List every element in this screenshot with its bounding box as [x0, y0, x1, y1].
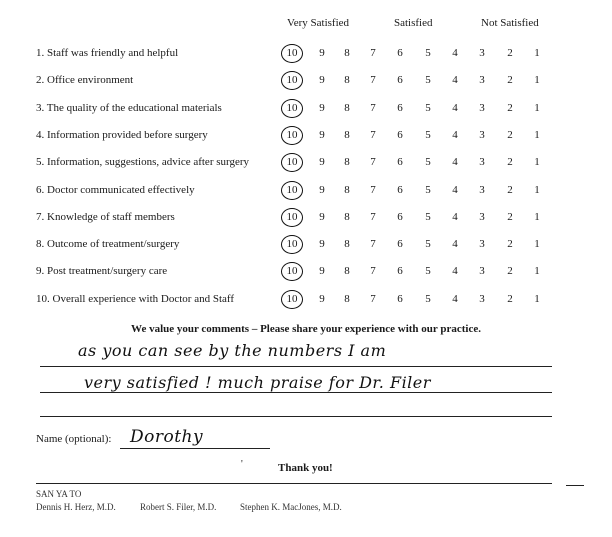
- rating-option[interactable]: 6: [397, 293, 403, 305]
- doctor-2: Robert S. Filer, M.D.: [140, 502, 217, 512]
- rating-option[interactable]: 3: [479, 293, 485, 305]
- question-label: 9. Post treatment/surgery care: [36, 265, 168, 277]
- rating-option[interactable]: 7: [370, 102, 376, 114]
- handwritten-name: Dorothy: [130, 427, 204, 447]
- handwritten-comment-line-1: as you can see by the numbers I am: [78, 341, 387, 360]
- rating-option[interactable]: 1: [534, 156, 540, 168]
- rating-option[interactable]: 10: [286, 211, 298, 223]
- rating-option[interactable]: 3: [479, 74, 485, 86]
- rating-option[interactable]: 3: [479, 211, 485, 223]
- rating-option[interactable]: 3: [479, 102, 485, 114]
- thank-you: Thank you!: [278, 462, 333, 474]
- question-label: 1. Staff was friendly and helpful: [36, 47, 179, 59]
- selected-rating-circle: [281, 181, 303, 200]
- selected-rating-circle: [281, 126, 303, 145]
- selected-rating-circle: [281, 262, 303, 281]
- rating-option[interactable]: 10: [286, 238, 298, 250]
- question-label: 8. Outcome of treatment/surgery: [36, 238, 180, 250]
- rating-option[interactable]: 7: [370, 129, 376, 141]
- rating-option[interactable]: 3: [479, 238, 485, 250]
- rating-option[interactable]: 9: [319, 238, 325, 250]
- rating-option[interactable]: 8: [344, 74, 350, 86]
- rating-option[interactable]: 5: [425, 238, 431, 250]
- rating-option[interactable]: 6: [397, 156, 403, 168]
- rating-option[interactable]: 6: [397, 129, 403, 141]
- rating-option[interactable]: 1: [534, 184, 540, 196]
- rating-option[interactable]: 5: [425, 102, 431, 114]
- rating-option[interactable]: 8: [344, 184, 350, 196]
- rating-option[interactable]: 8: [344, 293, 350, 305]
- selected-rating-circle: [281, 208, 303, 227]
- rating-option[interactable]: 7: [370, 47, 376, 59]
- rating-option[interactable]: 6: [397, 184, 403, 196]
- comment-line-3: [40, 416, 552, 417]
- rating-option[interactable]: 9: [319, 211, 325, 223]
- rating-option[interactable]: 4: [452, 265, 458, 277]
- rating-option[interactable]: 10: [286, 156, 298, 168]
- rating-option[interactable]: 2: [507, 156, 513, 168]
- rating-option[interactable]: 9: [319, 129, 325, 141]
- comment-line-1: [40, 366, 552, 367]
- rating-option[interactable]: 7: [370, 74, 376, 86]
- rating-option[interactable]: 9: [319, 156, 325, 168]
- footer-divider: [36, 483, 552, 484]
- selected-rating-circle: [281, 99, 303, 118]
- rating-option[interactable]: 5: [425, 47, 431, 59]
- rating-option[interactable]: 9: [319, 102, 325, 114]
- rating-option[interactable]: 6: [397, 74, 403, 86]
- rating-option[interactable]: 9: [319, 184, 325, 196]
- footer-divider-tail: [566, 485, 584, 486]
- rating-option[interactable]: 2: [507, 293, 513, 305]
- rating-option[interactable]: 10: [286, 47, 298, 59]
- rating-option[interactable]: 9: [319, 74, 325, 86]
- rating-option[interactable]: 1: [534, 293, 540, 305]
- rating-option[interactable]: 2: [507, 184, 513, 196]
- rating-option[interactable]: 2: [507, 238, 513, 250]
- rating-option[interactable]: 4: [452, 238, 458, 250]
- handwritten-comment-line-2: very satisfied ! much praise for Dr. Filer: [84, 373, 431, 392]
- rating-option[interactable]: 8: [344, 129, 350, 141]
- rating-option[interactable]: 1: [534, 129, 540, 141]
- rating-option[interactable]: 5: [425, 211, 431, 223]
- rating-option[interactable]: 1: [534, 74, 540, 86]
- rating-option[interactable]: 6: [397, 265, 403, 277]
- rating-option[interactable]: 6: [397, 238, 403, 250]
- header-satisfied: Satisfied: [394, 17, 433, 29]
- comment-line-2: [40, 392, 552, 393]
- rating-option[interactable]: 8: [344, 102, 350, 114]
- rating-option[interactable]: 1: [534, 238, 540, 250]
- doctor-1: Dennis H. Herz, M.D.: [36, 502, 116, 512]
- rating-option[interactable]: 5: [425, 74, 431, 86]
- question-label: 2. Office environment: [36, 74, 134, 86]
- rating-option[interactable]: 8: [344, 211, 350, 223]
- selected-rating-circle: [281, 235, 303, 254]
- rating-option[interactable]: 3: [479, 184, 485, 196]
- rating-option[interactable]: 5: [425, 265, 431, 277]
- doctor-3: Stephen K. MacJones, M.D.: [240, 502, 342, 512]
- rating-option[interactable]: 4: [452, 102, 458, 114]
- rating-option[interactable]: 4: [452, 211, 458, 223]
- rating-option[interactable]: 10: [286, 102, 298, 114]
- rating-option[interactable]: 6: [397, 102, 403, 114]
- rating-option[interactable]: 8: [344, 156, 350, 168]
- rating-option[interactable]: 1: [534, 265, 540, 277]
- rating-option[interactable]: 9: [319, 293, 325, 305]
- rating-option[interactable]: 6: [397, 47, 403, 59]
- rating-option[interactable]: 4: [452, 74, 458, 86]
- comments-prompt: We value your comments – Please share your experience with our practice.: [131, 323, 481, 335]
- rating-option[interactable]: 4: [452, 184, 458, 196]
- rating-option[interactable]: 2: [507, 211, 513, 223]
- rating-option[interactable]: 5: [425, 293, 431, 305]
- name-line: [120, 448, 270, 449]
- rating-option[interactable]: 7: [370, 156, 376, 168]
- rating-option[interactable]: 7: [370, 184, 376, 196]
- rating-option[interactable]: 10: [286, 129, 298, 141]
- rating-option[interactable]: 5: [425, 184, 431, 196]
- rating-option[interactable]: 2: [507, 129, 513, 141]
- question-label: 4. Information provided before surgery: [36, 129, 208, 141]
- selected-rating-circle: [281, 153, 303, 172]
- rating-option[interactable]: 4: [452, 47, 458, 59]
- rating-option[interactable]: 7: [370, 211, 376, 223]
- stray-mark: ': [241, 459, 243, 470]
- rating-option[interactable]: 1: [534, 102, 540, 114]
- rating-option[interactable]: 3: [479, 265, 485, 277]
- rating-option[interactable]: 1: [534, 47, 540, 59]
- rating-option[interactable]: 4: [452, 129, 458, 141]
- rating-option[interactable]: 2: [507, 47, 513, 59]
- name-label: Name (optional):: [36, 433, 112, 445]
- rating-option[interactable]: 8: [344, 238, 350, 250]
- rating-option[interactable]: 8: [344, 265, 350, 277]
- rating-option[interactable]: 7: [370, 265, 376, 277]
- rating-option[interactable]: 5: [425, 129, 431, 141]
- rating-option[interactable]: 9: [319, 265, 325, 277]
- rating-option[interactable]: 9: [319, 47, 325, 59]
- rating-option[interactable]: 3: [479, 47, 485, 59]
- rating-option[interactable]: 10: [286, 293, 298, 305]
- selected-rating-circle: [281, 44, 303, 63]
- selected-rating-circle: [281, 290, 303, 309]
- rating-option[interactable]: 10: [286, 74, 298, 86]
- rating-option[interactable]: 7: [370, 293, 376, 305]
- question-label: 7. Knowledge of staff members: [36, 211, 175, 223]
- header-very-satisfied: Very Satisfied: [287, 17, 350, 29]
- rating-option[interactable]: 10: [286, 184, 298, 196]
- question-label: 5. Information, suggestions, advice after surgery: [36, 156, 250, 168]
- rating-option[interactable]: 2: [507, 102, 513, 114]
- rating-option[interactable]: 5: [425, 156, 431, 168]
- rating-option[interactable]: 3: [479, 129, 485, 141]
- rating-option[interactable]: 10: [286, 265, 298, 277]
- selected-rating-circle: [281, 71, 303, 90]
- question-label: 3. The quality of the educational materials: [36, 102, 222, 114]
- practice-name: SAN YA TO: [36, 489, 82, 499]
- header-not-satisfied: Not Satisfied: [481, 17, 539, 29]
- rating-option[interactable]: 4: [452, 156, 458, 168]
- rating-option[interactable]: 4: [452, 293, 458, 305]
- rating-option[interactable]: 7: [370, 238, 376, 250]
- rating-option[interactable]: 3: [479, 156, 485, 168]
- rating-option[interactable]: 6: [397, 211, 403, 223]
- rating-option[interactable]: 2: [507, 265, 513, 277]
- question-label: 6. Doctor communicated effectively: [36, 184, 195, 196]
- rating-option[interactable]: 1: [534, 211, 540, 223]
- question-label: 10. Overall experience with Doctor and Staff: [36, 293, 235, 305]
- rating-option[interactable]: 2: [507, 74, 513, 86]
- rating-option[interactable]: 8: [344, 47, 350, 59]
